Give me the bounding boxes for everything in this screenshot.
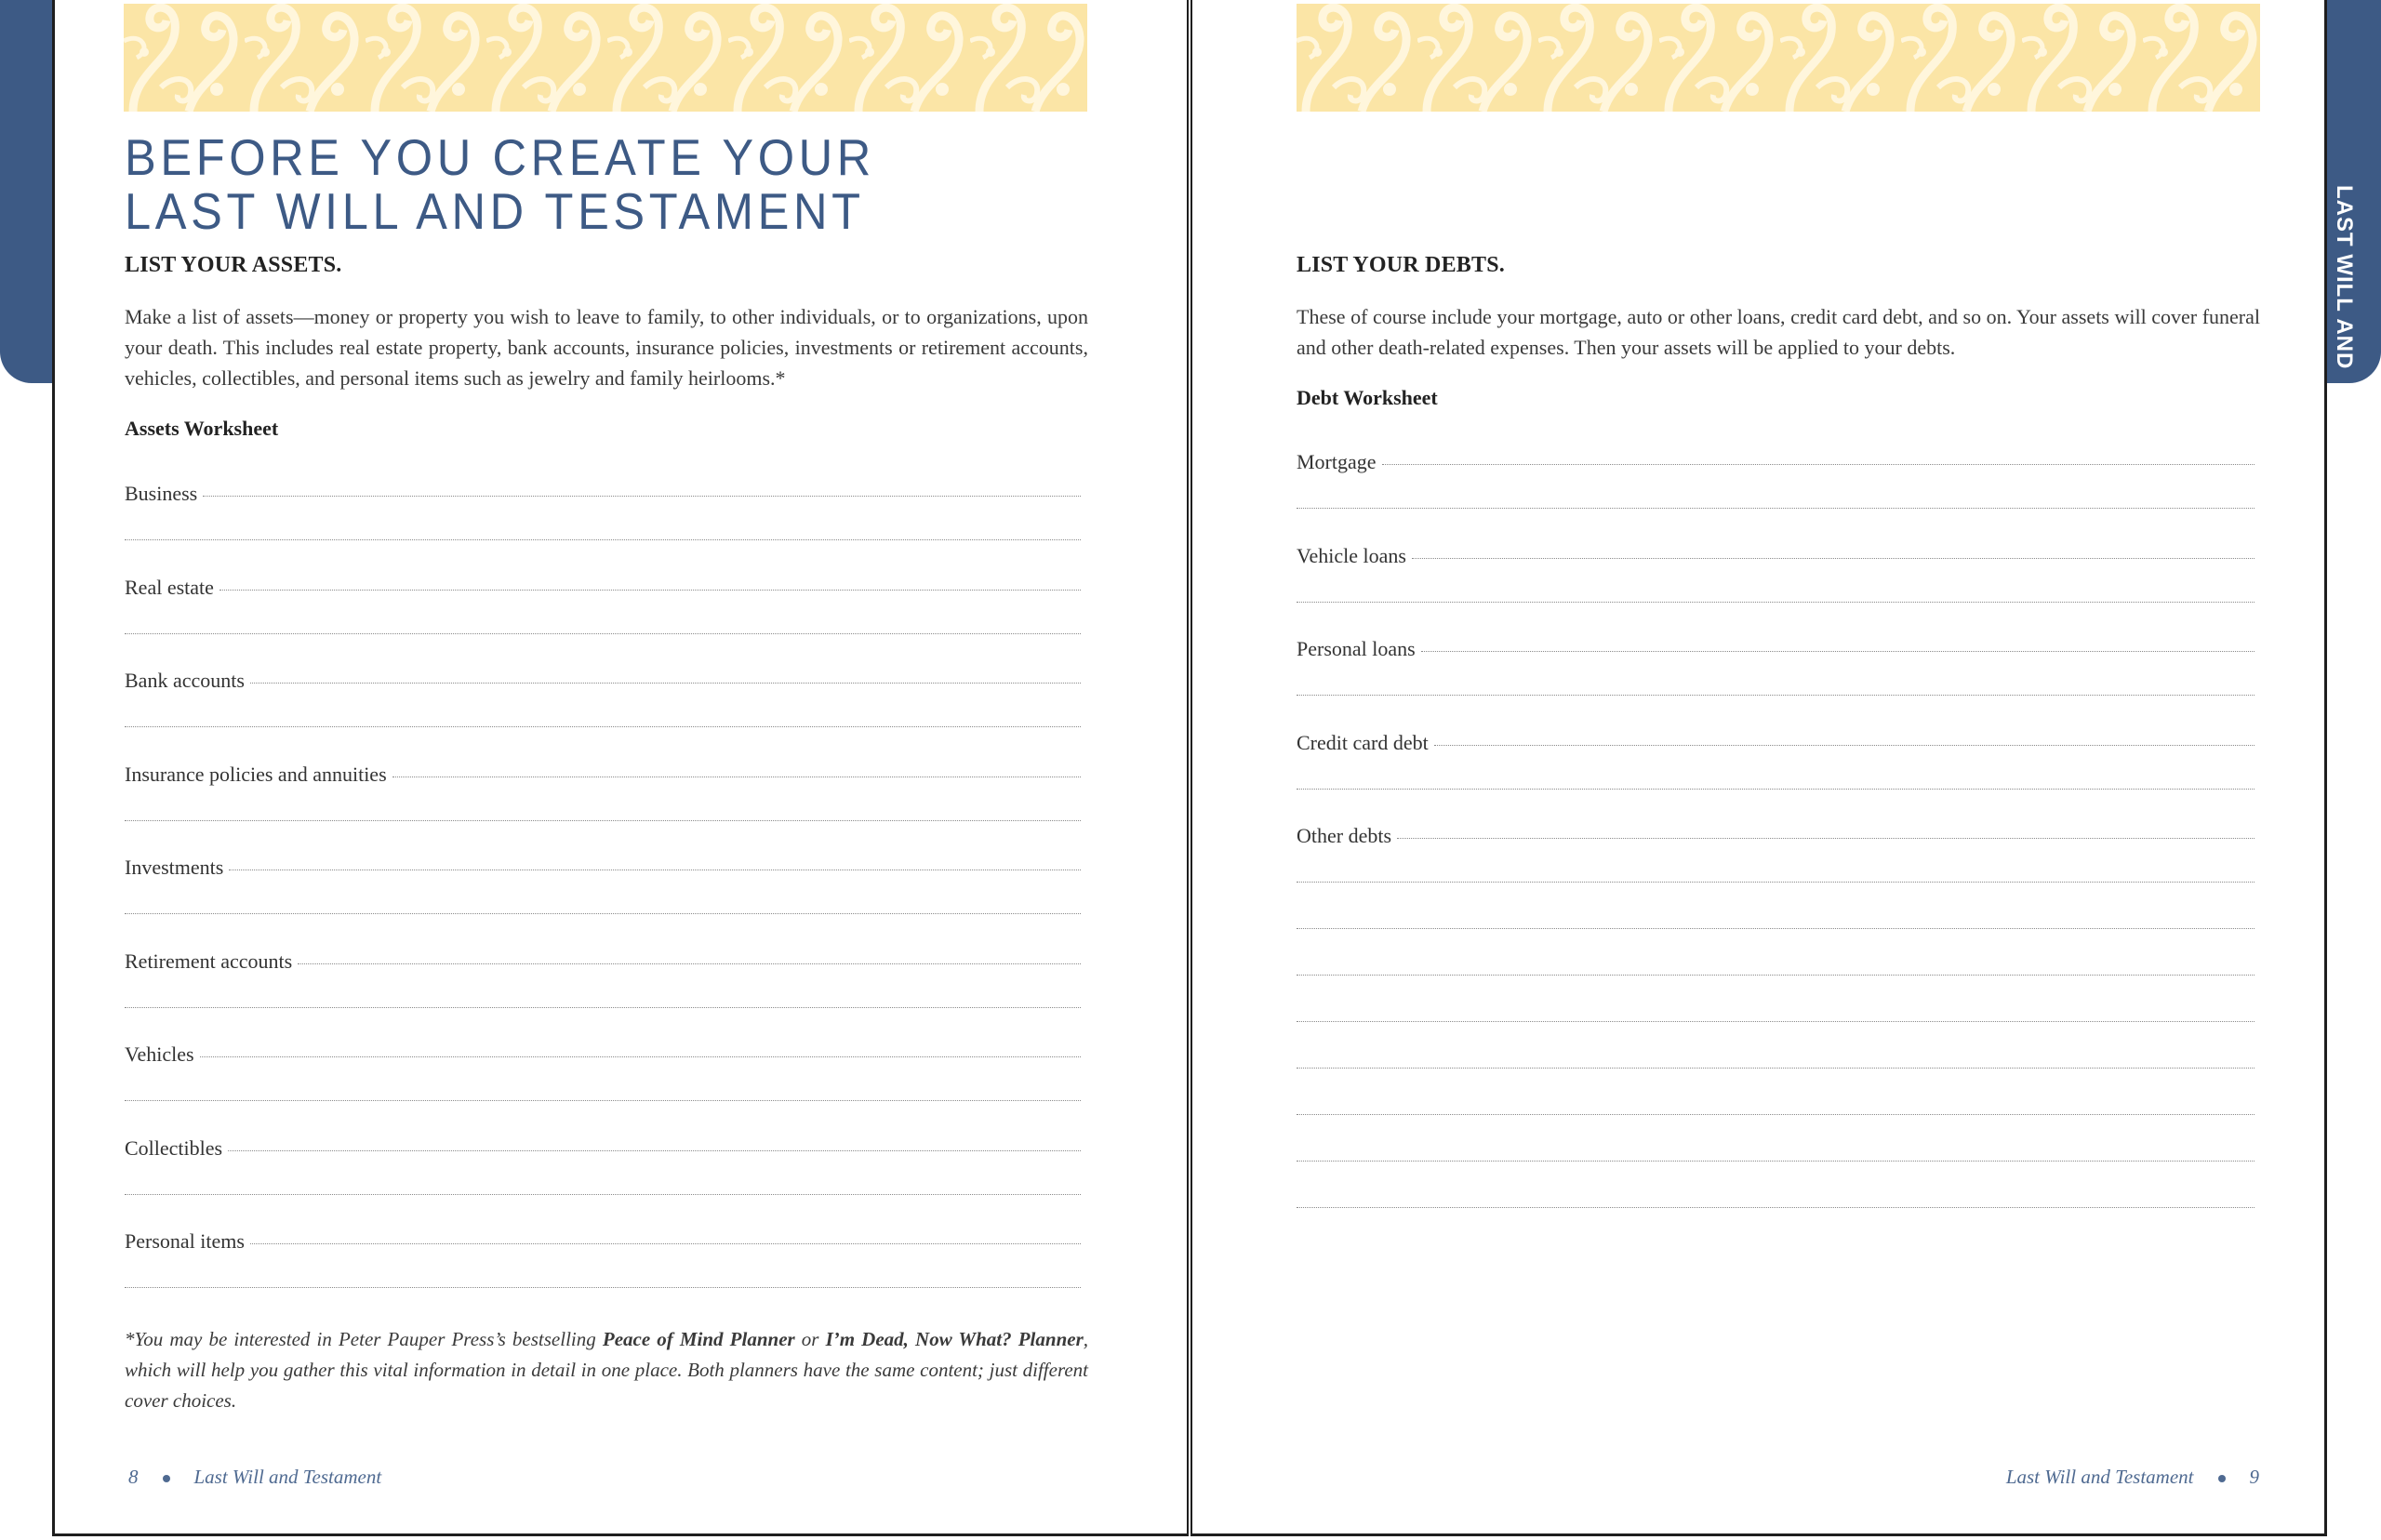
field-label: Personal loans [1297, 637, 1416, 660]
field-label: Credit card debt [1297, 730, 1429, 754]
write-in-line[interactable] [1297, 928, 2255, 929]
write-in-line[interactable] [125, 820, 1081, 821]
field-label: Vehicles [125, 1042, 194, 1066]
footnote-text: or [794, 1328, 826, 1350]
page-title [125, 130, 875, 238]
assets-intro: Make a list of assets—money or property you wish to leave to family, to other individuals, or to organizations, upon your death. This includes real estate property, bank accounts, insurance policies, investments or retirement accounts, vehicles, collectibles, and personal items such as jewelry and family heirlooms.* [125, 305, 1088, 390]
worksheet-field-row[interactable] [1297, 544, 2255, 568]
folio-dot [2218, 1475, 2226, 1482]
footnote [125, 1324, 1088, 1416]
running-title: Last Will and Testament [2005, 1466, 2194, 1488]
page-number: 8 [128, 1466, 139, 1488]
right-page [1190, 0, 2327, 1536]
write-in-line[interactable] [1412, 558, 2255, 559]
worksheet-field-row[interactable] [1297, 731, 2255, 755]
write-in-line[interactable] [125, 1100, 1081, 1101]
assets-worksheet-heading: Assets Worksheet [125, 417, 279, 440]
title-line-1: BEFORE YOU CREATE YOUR [125, 128, 875, 186]
debts-section-heading: LIST YOUR DEBTS. [1297, 253, 1505, 277]
write-in-line[interactable] [1297, 1021, 2255, 1022]
write-in-line[interactable] [1297, 602, 2255, 603]
field-label: Collectibles [125, 1135, 223, 1160]
field-label: Real estate [125, 575, 214, 599]
write-in-line[interactable] [1397, 838, 2255, 839]
worksheet-field-row[interactable] [125, 482, 1081, 506]
worksheet-field-row[interactable] [1297, 637, 2255, 661]
field-label: Bank accounts [125, 669, 245, 692]
footnote-title-2: I’m Dead, Now What? Planner [825, 1328, 1084, 1350]
field-label: Vehicle loans [1297, 543, 1406, 567]
worksheet-field-row[interactable] [125, 576, 1081, 600]
write-in-line[interactable] [125, 726, 1081, 727]
write-in-line[interactable] [1297, 789, 2255, 790]
write-in-line[interactable] [1297, 1207, 2255, 1208]
field-label: Business [125, 482, 198, 505]
page-number: 9 [2249, 1466, 2259, 1488]
write-in-line[interactable] [200, 1056, 1081, 1057]
worksheet-field-row[interactable] [1297, 824, 2255, 848]
field-label: Mortgage [1297, 450, 1377, 473]
folio-dot [163, 1475, 170, 1482]
field-label: Insurance policies and annuities [125, 762, 387, 786]
debts-intro: These of course include your mortgage, auto or other loans, credit card debt, and so on. Your assets will cover funeral and other death-related expenses. Then your assets will be applied to your debts. [1297, 305, 2260, 359]
write-in-line[interactable] [1382, 464, 2255, 465]
write-in-line[interactable] [219, 590, 1081, 591]
worksheet-field-row[interactable] [125, 949, 1081, 974]
write-in-line[interactable] [125, 1287, 1081, 1288]
write-in-line[interactable] [1297, 508, 2255, 509]
write-in-line[interactable] [1297, 1114, 2255, 1115]
worksheet-field-row[interactable] [125, 1042, 1081, 1067]
write-in-line[interactable] [228, 1150, 1081, 1151]
worksheet-field-row[interactable] [125, 1136, 1081, 1161]
field-label: Retirement accounts [125, 949, 293, 973]
debt-worksheet-heading: Debt Worksheet [1297, 386, 1438, 409]
worksheet-field-row[interactable] [125, 669, 1081, 693]
write-in-line[interactable] [250, 1243, 1081, 1244]
write-in-line[interactable] [125, 913, 1081, 914]
write-in-line[interactable] [1297, 882, 2255, 883]
write-in-line[interactable] [125, 1007, 1081, 1008]
right-folio [2006, 1466, 2259, 1489]
field-label: Other debts [1297, 824, 1392, 847]
write-in-line[interactable] [1297, 695, 2255, 696]
write-in-line[interactable] [250, 683, 1081, 684]
left-page [52, 0, 1189, 1536]
damask-banner [124, 4, 1087, 112]
write-in-line[interactable] [298, 963, 1081, 964]
worksheet-field-row[interactable] [125, 763, 1081, 787]
write-in-line[interactable] [125, 633, 1081, 634]
worksheet-field-row[interactable] [125, 856, 1081, 880]
write-in-line[interactable] [125, 1194, 1081, 1195]
write-in-line[interactable] [1434, 745, 2255, 746]
footnote-text: , which will help you gather this vital information in detail in one place. Both planners have the same content; just different cover choices. [125, 1328, 1088, 1412]
assets-section-heading: LIST YOUR ASSETS. [125, 253, 342, 277]
write-in-line[interactable] [1297, 975, 2255, 976]
write-in-line[interactable] [1421, 651, 2255, 652]
worksheet-field-row[interactable] [1297, 450, 2255, 474]
title-line-2: LAST WILL AND TESTAMENT [125, 182, 865, 240]
left-folio [128, 1466, 381, 1489]
write-in-line[interactable] [1297, 1068, 2255, 1069]
write-in-line[interactable] [125, 539, 1081, 540]
write-in-line[interactable] [1297, 1161, 2255, 1162]
field-label: Personal items [125, 1229, 245, 1253]
footnote-title-1: Peace of Mind Planner [602, 1328, 795, 1350]
write-in-line[interactable] [203, 496, 1081, 497]
side-tab-label: LAST WILL AND [2332, 184, 2357, 370]
footnote-text: *You may be interested in Peter Pauper Press’s bestselling [125, 1328, 603, 1350]
worksheet-field-row[interactable] [125, 1229, 1081, 1254]
running-title: Last Will and Testament [193, 1466, 382, 1488]
field-label: Investments [125, 856, 224, 879]
damask-banner [1297, 4, 2260, 112]
